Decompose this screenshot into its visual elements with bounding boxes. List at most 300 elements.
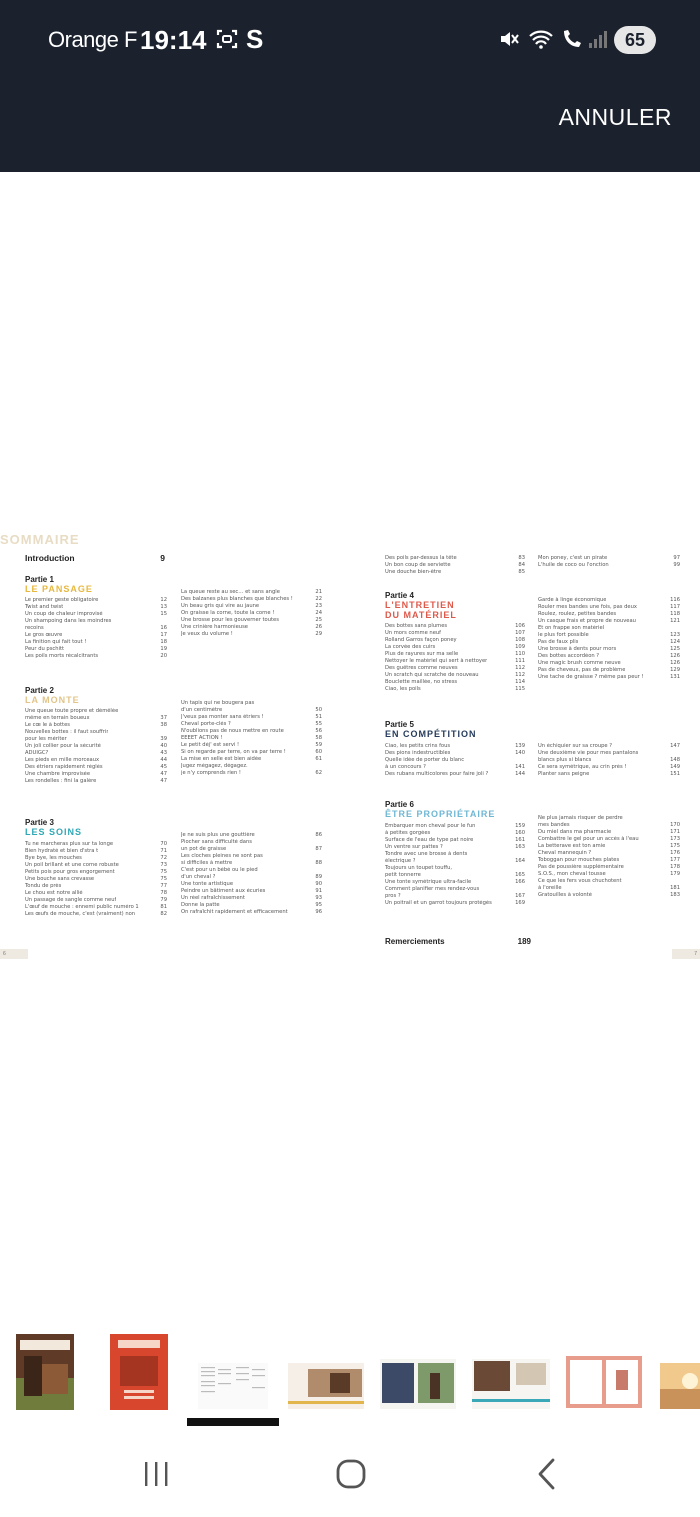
toc-list bbox=[385, 555, 525, 576]
part-2-heading: Partie 2 LA MONTE bbox=[25, 686, 80, 705]
toc-entry-page: 106 bbox=[515, 623, 525, 629]
toc-entry bbox=[385, 743, 525, 750]
toc-entry-page: 70 bbox=[160, 841, 167, 847]
thumbnail-spread-5[interactable] bbox=[380, 1346, 456, 1420]
toc-entry-title: Un coup de chaleur improvisé bbox=[25, 611, 103, 617]
toc-entry-page: 151 bbox=[670, 771, 680, 777]
toc-list bbox=[181, 589, 322, 638]
toc-entry-title: Des balzanes plus blanches que blanches ! bbox=[181, 596, 293, 602]
toc-entry bbox=[25, 639, 167, 646]
toc-entry-page: 167 bbox=[515, 893, 525, 899]
toc-entry-title: Tondre avec une brosse à dents bbox=[385, 851, 468, 857]
toc-entry bbox=[25, 862, 167, 869]
toc-entry-page: 163 bbox=[515, 844, 525, 850]
wifi-icon bbox=[528, 28, 556, 50]
toc-entry bbox=[25, 715, 167, 722]
toc-entry-page bbox=[318, 700, 322, 707]
toc-entry bbox=[25, 736, 167, 743]
toc-entry bbox=[385, 623, 525, 630]
toc-entry-page: 178 bbox=[670, 864, 680, 870]
toc-entry-page bbox=[521, 757, 525, 764]
thumbnail-spread-8[interactable] bbox=[660, 1348, 700, 1420]
toc-entry-title: C'est pour un bébé ou le pied bbox=[181, 867, 258, 873]
toc-entry-title: Le petit déj' est servi ! bbox=[181, 742, 240, 748]
toc-entry-page: 112 bbox=[515, 672, 525, 678]
cancel-button[interactable]: ANNULER bbox=[558, 104, 672, 130]
toc-entry-title: Quelle idée de porter du blanc bbox=[385, 757, 465, 763]
toc-entry-title: Nouvelles bottes : il faut souffrir bbox=[25, 729, 109, 735]
toc-entry bbox=[538, 750, 680, 757]
toc-entry-title: à un concours ? bbox=[385, 764, 426, 770]
toc-entry-title: Une tonte symétrique ultra-facile bbox=[385, 879, 472, 885]
toc-entry bbox=[538, 555, 680, 562]
toc-entry-page: 51 bbox=[315, 714, 322, 720]
current-page-indicator bbox=[187, 1418, 279, 1426]
toc-entry-title: Une brosse pour les gouverner toutes bbox=[181, 617, 279, 623]
toc-entry-page: 116 bbox=[670, 597, 680, 603]
toc-entry bbox=[181, 624, 322, 631]
toc-entry bbox=[181, 909, 322, 916]
toc-entry bbox=[25, 876, 167, 883]
toc-entry bbox=[25, 750, 167, 757]
toc-entry bbox=[181, 839, 322, 846]
toc-entry-title: Le gros œuvre bbox=[25, 632, 63, 638]
toc-entry-page: 18 bbox=[160, 639, 167, 645]
toc-entry-page: 38 bbox=[160, 722, 167, 728]
toc-entry-title: mes bandes bbox=[538, 822, 570, 828]
toc-entry-page: 40 bbox=[160, 743, 167, 749]
toc-entry bbox=[538, 850, 680, 857]
part-1-heading: Partie 1 LE PANSAGE bbox=[25, 575, 93, 594]
toc-entry bbox=[25, 632, 167, 639]
toc-entry-title: Des étriers rapidement réglés bbox=[25, 764, 103, 770]
thumbnail-back-cover[interactable] bbox=[110, 1334, 168, 1410]
toc-entry bbox=[25, 729, 167, 736]
toc-entry-page: 141 bbox=[515, 764, 525, 770]
toc-entry-page: 126 bbox=[670, 653, 680, 659]
toc-list bbox=[538, 743, 680, 778]
home-icon bbox=[334, 1457, 368, 1491]
toc-entry-title: Les cloches pleines ne sont pas bbox=[181, 853, 263, 859]
toc-entry-title: Et on frappe son matériel bbox=[538, 625, 605, 631]
battery-indicator: 65 bbox=[614, 26, 656, 54]
toc-entry-title: Ne plus jamais risquer de perdre bbox=[538, 815, 623, 821]
toc-entry-title: Cheval porte-clés ? bbox=[181, 721, 231, 727]
toc-entry-page: 59 bbox=[315, 742, 322, 748]
carrier-label: Orange F bbox=[48, 27, 137, 52]
toc-entry-title: Combattre le gel pour un accès à l'eau bbox=[538, 836, 639, 842]
toc-entry-page: 45 bbox=[160, 764, 167, 770]
toc-entry-page: 47 bbox=[160, 771, 167, 777]
toc-entry bbox=[25, 883, 167, 890]
toc-entry-title: Embarquer mon cheval pour le fun bbox=[385, 823, 476, 829]
toc-entry-title: recoins bbox=[25, 625, 44, 631]
toc-entry bbox=[25, 911, 167, 918]
toc-entry-title: La queue reste au sec… et sans angle bbox=[181, 589, 280, 595]
page-number-right: 7 bbox=[672, 949, 700, 959]
toc-entry-title: Je veux du volume ! bbox=[181, 631, 233, 637]
toc-entry-page: 171 bbox=[670, 829, 680, 835]
toc-entry-page: 60 bbox=[315, 749, 322, 755]
toc-entry-title: Des rubans multicolores pour faire joli ? bbox=[385, 771, 489, 777]
toc-entry-title: Ce sera symétrique, au crin près ! bbox=[538, 764, 627, 770]
toc-entry-title: Le premier geste obligatoire bbox=[25, 597, 99, 603]
toc-entry-page: 85 bbox=[518, 569, 525, 575]
page-spread[interactable] bbox=[0, 530, 700, 960]
toc-entry bbox=[25, 904, 167, 911]
toc-entry-page: 93 bbox=[315, 895, 322, 901]
toc-entry-title: Toboggan pour mouches plates bbox=[538, 857, 620, 863]
toc-entry-page bbox=[318, 853, 322, 860]
toc-entry-page: 62 bbox=[315, 770, 322, 776]
toc-entry-page: 170 bbox=[670, 822, 680, 828]
toc-entry bbox=[181, 902, 322, 909]
toc-entry-page: 26 bbox=[315, 624, 322, 630]
toc-entry-page: 21 bbox=[315, 589, 322, 595]
toc-entry-title: Un ventre sur pattes ? bbox=[385, 844, 443, 850]
toc-entry-page: 144 bbox=[515, 771, 525, 777]
toc-entry-page: 58 bbox=[315, 735, 322, 741]
toc-entry bbox=[25, 869, 167, 876]
toc-entry-title: Ciao, les petits crins fous bbox=[385, 743, 451, 749]
toc-entry-title: Peindre un bâtiment aux écuries bbox=[181, 888, 266, 894]
toc-entry-title: Planter sans peigne bbox=[538, 771, 590, 777]
toc-entry-title: J'veux pas monter sans étriers ! bbox=[181, 714, 264, 720]
toc-entry-page: 160 bbox=[515, 830, 525, 836]
toc-entry-title: Un bon coup de serviette bbox=[385, 562, 451, 568]
toc-entry bbox=[25, 604, 167, 611]
toc-list bbox=[385, 623, 525, 693]
toc-entry-title: Comment planifier mes rendez-vous bbox=[385, 886, 480, 892]
back-button[interactable] bbox=[518, 1452, 578, 1496]
toc-entry-page: 79 bbox=[160, 897, 167, 903]
toc-entry bbox=[538, 660, 680, 667]
toc-entry-page: 81 bbox=[160, 904, 167, 910]
toc-entry-title: Un échiquier sur sa croupe ? bbox=[538, 743, 613, 749]
toc-entry-title: Le chou est notre allié bbox=[25, 890, 83, 896]
toc-entry-title: Pas de faux plis bbox=[538, 639, 579, 645]
toc-entry-title: Rouler mes bandes une fois, pas deux bbox=[538, 604, 637, 610]
toc-entry-title: Les œufs de mouche, c'est (vraiment) non bbox=[25, 911, 136, 917]
toc-entry bbox=[181, 707, 322, 714]
toc-entry bbox=[538, 836, 680, 843]
toc-entry-title: On rafraîchit rapidement et efficacement bbox=[181, 909, 288, 915]
thumbnail-toc-spread[interactable] bbox=[198, 1348, 268, 1420]
toc-entry-page: 72 bbox=[160, 855, 167, 861]
toc-entry-page: 50 bbox=[315, 707, 322, 713]
toc-entry bbox=[385, 750, 525, 757]
toc-entry-title: Une queue toute propre et démêlée bbox=[25, 708, 119, 714]
toc-entry-page: 169 bbox=[515, 900, 525, 906]
toc-entry bbox=[385, 844, 525, 851]
toc-entry bbox=[181, 860, 322, 867]
toc-entry-title: Des bottes sans plumes bbox=[385, 623, 448, 629]
toc-entry-page: 115 bbox=[515, 686, 525, 692]
thumbnail-spread-7[interactable] bbox=[566, 1344, 642, 1420]
toc-entry-page: 111 bbox=[515, 658, 525, 664]
mute-icon bbox=[498, 28, 520, 50]
toc-entry bbox=[181, 867, 322, 874]
toc-entry-page: 91 bbox=[315, 888, 322, 894]
toc-entry-title: Ciao, les poils bbox=[385, 686, 421, 692]
toc-entry-title: Une tache de graisse ? même pas peur ! bbox=[538, 674, 644, 680]
toc-entry-title: Un casque frais et propre de nouveau bbox=[538, 618, 636, 624]
toc-entry-title: Nettoyer le matériel qui sert à nettoyer bbox=[385, 658, 488, 664]
toc-entry-title: Un poitrail et un garrot toujours protégés bbox=[385, 900, 492, 906]
toc-entry-page: 126 bbox=[670, 660, 680, 666]
wifi-call-icon bbox=[560, 28, 584, 50]
toc-entry-title: Une bouche sans crevasse bbox=[25, 876, 95, 882]
thumbnail-cover[interactable] bbox=[16, 1334, 74, 1410]
toc-entry-page: 39 bbox=[160, 736, 167, 742]
toc-entry bbox=[181, 749, 322, 756]
toc-entry-title: pros ? bbox=[385, 893, 401, 899]
toc-entry-title: N'oublions pas de nous mettre en route bbox=[181, 728, 284, 734]
toc-entry-title: Les pieds en mille morceaux bbox=[25, 757, 100, 763]
toc-entry-title: Garde à linge économique bbox=[538, 597, 607, 603]
toc-entry bbox=[538, 611, 680, 618]
top-bar bbox=[0, 0, 700, 172]
toc-entry bbox=[181, 631, 322, 638]
toc-entry bbox=[181, 895, 322, 902]
toc-entry-title: si difficiles à mettre bbox=[181, 860, 233, 866]
toc-entry-title: Plus de rayures sur ma selle bbox=[385, 651, 459, 657]
s-app-icon: S bbox=[246, 24, 264, 54]
toc-entry-page bbox=[676, 878, 680, 885]
thumbnail-strip[interactable] bbox=[0, 1330, 700, 1420]
toc-entry-page: 55 bbox=[315, 721, 322, 727]
toc-entry-page: 17 bbox=[160, 632, 167, 638]
toc-entry-page: 29 bbox=[315, 631, 322, 637]
toc-entry-title: La corvée des cuirs bbox=[385, 644, 436, 650]
toc-entry-page: 164 bbox=[515, 858, 525, 864]
toc-entry bbox=[25, 625, 167, 632]
toc-entry-page bbox=[676, 625, 680, 632]
toc-entry-page: 177 bbox=[670, 857, 680, 863]
toc-entry bbox=[385, 837, 525, 844]
toc-entry-page: 90 bbox=[315, 881, 322, 887]
toc-entry bbox=[385, 644, 525, 651]
toc-entry-title: blancs plus si blancs bbox=[538, 757, 592, 763]
toc-entry-page: 24 bbox=[315, 610, 322, 616]
toc-entry-page: 179 bbox=[670, 871, 680, 877]
toc-entry-title: S.O.S., mon cheval tousse bbox=[538, 871, 606, 877]
toc-entry bbox=[385, 893, 525, 900]
toc-entry bbox=[25, 646, 167, 653]
toc-entry-page: 108 bbox=[515, 637, 525, 643]
toc-entry-page: 73 bbox=[160, 862, 167, 868]
toc-entry-title: Bye bye, les mouches bbox=[25, 855, 82, 861]
toc-entry bbox=[385, 823, 525, 830]
toc-entry bbox=[538, 618, 680, 625]
thumbnail-spread-4[interactable] bbox=[288, 1348, 364, 1420]
toc-entry-title: La finition qui fait tout ! bbox=[25, 639, 87, 645]
toc-entry bbox=[25, 855, 167, 862]
toc-entry-title: Pas de poussière supplémentaire bbox=[538, 864, 624, 870]
toc-entry-title: EEEET ACTION ! bbox=[181, 735, 223, 741]
navigation-bar bbox=[0, 1430, 700, 1517]
toc-entry-title: Une magic brush comme neuve bbox=[538, 660, 621, 666]
toc-entry-page bbox=[521, 865, 525, 872]
toc-entry-page: 19 bbox=[160, 646, 167, 652]
toc-entry bbox=[538, 674, 680, 681]
toc-entry-page: 16 bbox=[160, 625, 167, 631]
toc-entry bbox=[385, 771, 525, 778]
toc-entry bbox=[181, 617, 322, 624]
toc-entry-page: 109 bbox=[515, 644, 525, 650]
toc-entry bbox=[385, 764, 525, 771]
toc-entry bbox=[25, 618, 167, 625]
remerciements-entry: Remerciements 189 bbox=[385, 937, 531, 946]
toc-entry-title: Une deuxième vie pour mes pantalons bbox=[538, 750, 639, 756]
toc-list bbox=[25, 708, 167, 785]
toc-entry bbox=[25, 653, 167, 660]
toc-entry-page: 131 bbox=[670, 674, 680, 680]
toc-entry-title: Donne la patte bbox=[181, 902, 220, 908]
toc-entry bbox=[538, 864, 680, 871]
toc-entry-page: 84 bbox=[518, 562, 525, 568]
toc-entry bbox=[25, 708, 167, 715]
toc-entry-page: 47 bbox=[160, 778, 167, 784]
toc-entry-page bbox=[521, 886, 525, 893]
toc-entry bbox=[538, 815, 680, 822]
toc-entry-title: Twist and twist bbox=[25, 604, 64, 610]
sommaire-heading: SOMMAIRE bbox=[0, 532, 80, 547]
toc-entry-page: 124 bbox=[670, 639, 680, 645]
part-4-heading: Partie 4 L'ENTRETIEN DU MATÉRIEL bbox=[385, 591, 457, 620]
toc-entry-title: Jugez mégagez, dégagez. bbox=[181, 763, 248, 769]
toc-entry-page: 123 bbox=[670, 632, 680, 638]
toc-entry-title: à l'oreille bbox=[538, 885, 562, 891]
toc-entry bbox=[385, 865, 525, 872]
toc-entry-title: Pas de cheveux, pas de problème bbox=[538, 667, 626, 673]
signal-icon bbox=[588, 28, 608, 50]
toc-entry-title: Toujours un toupet touffu, bbox=[385, 865, 453, 871]
toc-entry-title: Une crinière harmonieuse bbox=[181, 624, 248, 630]
toc-entry-title: Le cœ le à bottes bbox=[25, 722, 70, 728]
toc-entry bbox=[25, 897, 167, 904]
toc-entry-page: 112 bbox=[515, 665, 525, 671]
toc-entry bbox=[25, 771, 167, 778]
recent-apps-button[interactable] bbox=[126, 1452, 186, 1496]
toc-entry bbox=[385, 672, 525, 679]
toc-entry bbox=[181, 770, 322, 777]
toc-entry-title: Un shampoing dans les moindres bbox=[25, 618, 112, 624]
toc-entry bbox=[538, 829, 680, 836]
toc-entry-title: Peur du pschitt bbox=[25, 646, 65, 652]
toc-entry-title: On graisse la corne, toute la corne ! bbox=[181, 610, 275, 616]
toc-entry bbox=[538, 764, 680, 771]
toc-entry bbox=[538, 885, 680, 892]
toc-entry bbox=[181, 832, 322, 839]
toc-entry-page: 149 bbox=[670, 764, 680, 770]
toc-entry bbox=[181, 742, 322, 749]
toc-entry-page: 183 bbox=[670, 892, 680, 898]
toc-entry bbox=[385, 851, 525, 858]
toc-entry bbox=[538, 597, 680, 604]
toc-entry-page bbox=[676, 750, 680, 757]
toc-entry-title: La mise en selle est bien aidée bbox=[181, 756, 262, 762]
toc-entry-title: d'un centimètre bbox=[181, 707, 223, 713]
toc-entry-title: Des poils par-dessus la tête bbox=[385, 555, 457, 561]
toc-entry-title: Les poils morts récalcitrants bbox=[25, 653, 99, 659]
toc-entry-page: 43 bbox=[160, 750, 167, 756]
toc-entry-page: 96 bbox=[315, 909, 322, 915]
toc-entry bbox=[385, 858, 525, 865]
thumbnail-spread-6[interactable] bbox=[472, 1346, 550, 1420]
toc-entry bbox=[25, 764, 167, 771]
toc-entry-title: Bien hydraté et bien d'stra t bbox=[25, 848, 99, 854]
toc-entry-page: 37 bbox=[160, 715, 167, 721]
toc-entry-page: 161 bbox=[515, 837, 525, 843]
toc-entry bbox=[181, 763, 322, 770]
toc-entry-page: 83 bbox=[518, 555, 525, 561]
toc-entry-page: 12 bbox=[160, 597, 167, 603]
toc-entry-title: Des bottes accordéon ? bbox=[538, 653, 600, 659]
toc-entry bbox=[25, 848, 167, 855]
home-button[interactable] bbox=[321, 1452, 381, 1496]
toc-entry-title: Surface de l'eau de type pat noire bbox=[385, 837, 474, 843]
toc-entry-page: 175 bbox=[670, 843, 680, 849]
toc-entry-page: 95 bbox=[315, 902, 322, 908]
toc-entry bbox=[25, 743, 167, 750]
toc-entry-page: 75 bbox=[160, 876, 167, 882]
toc-entry bbox=[181, 874, 322, 881]
toc-entry-title: Une chambre improvisée bbox=[25, 771, 91, 777]
toc-entry-title: L'œuf de mouche : ennemi public numéro 1 bbox=[25, 904, 139, 910]
toc-entry-title: à petites gorgées bbox=[385, 830, 431, 836]
toc-entry-title: Un réel rafraîchissement bbox=[181, 895, 245, 901]
toc-entry-title: Des guêtres comme neuves bbox=[385, 665, 458, 671]
intro-entry: Introduction 9 bbox=[25, 553, 165, 563]
toc-entry-page: 88 bbox=[315, 860, 322, 866]
toc-entry-title: Gratouilles à volonté bbox=[538, 892, 592, 898]
toc-entry-page: 176 bbox=[670, 850, 680, 856]
toc-entry bbox=[181, 589, 322, 596]
toc-entry bbox=[385, 630, 525, 637]
toc-entry bbox=[25, 597, 167, 604]
toc-entry-page: 139 bbox=[515, 743, 525, 749]
part-5-heading: Partie 5 EN COMPÉTITION bbox=[385, 720, 477, 739]
toc-entry-page: 75 bbox=[160, 869, 167, 875]
toc-entry bbox=[25, 778, 167, 785]
toc-entry bbox=[181, 735, 322, 742]
toc-entry bbox=[385, 658, 525, 665]
toc-entry bbox=[385, 830, 525, 837]
toc-entry-page: 125 bbox=[670, 646, 680, 652]
toc-entry-title: Un tapis qui ne bougera pas bbox=[181, 700, 255, 706]
toc-entry-title: Une douche bien-être bbox=[385, 569, 442, 575]
toc-entry bbox=[25, 841, 167, 848]
toc-list bbox=[25, 597, 167, 660]
toc-entry bbox=[538, 646, 680, 653]
toc-entry-title: Des pions indestructibles bbox=[385, 750, 451, 756]
toc-entry bbox=[538, 653, 680, 660]
toc-entry-page: 13 bbox=[160, 604, 167, 610]
toc-list bbox=[538, 555, 680, 569]
toc-entry bbox=[385, 637, 525, 644]
toc-entry-page bbox=[163, 729, 167, 736]
toc-entry-title: Un joli collier pour la sécurité bbox=[25, 743, 101, 749]
toc-entry-title: Rolland Garros façon poney bbox=[385, 637, 457, 643]
toc-entry-page: 114 bbox=[515, 679, 525, 685]
toc-entry-title: je n'y comprends rien ! bbox=[181, 770, 242, 776]
toc-entry-title: électrique ? bbox=[385, 858, 416, 864]
toc-entry-title: même en terrain boueux bbox=[25, 715, 90, 721]
toc-entry bbox=[385, 562, 525, 569]
toc-entry-title: Piocher sans difficulté dans bbox=[181, 839, 252, 845]
toc-entry bbox=[385, 555, 525, 562]
